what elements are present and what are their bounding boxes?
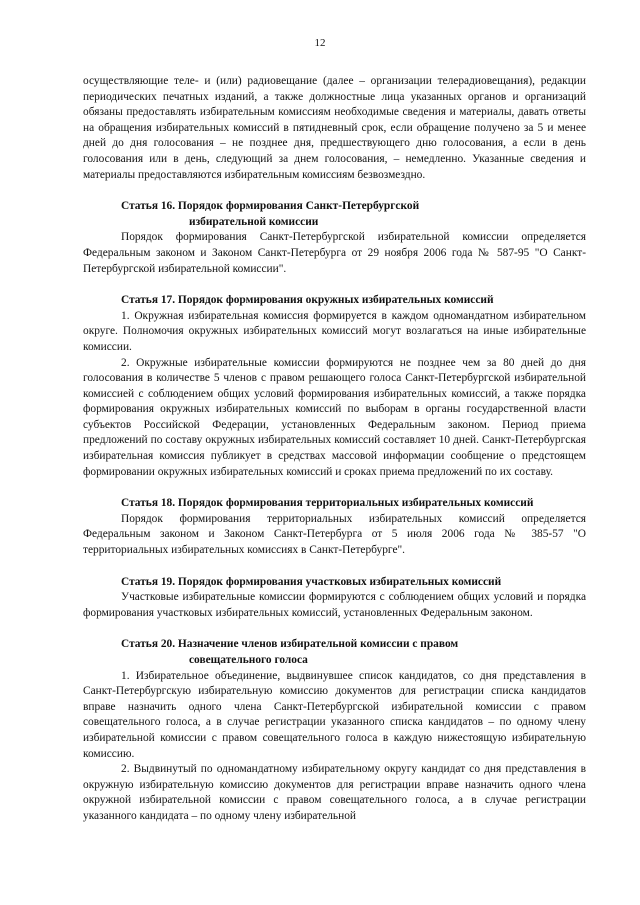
article-16-heading: [83, 199, 586, 230]
article-17-heading: Статья 17. Порядок формирования окружных избирательных комиссий: [121, 294, 494, 307]
article-19-heading: Статья 19. Порядок формирования участковых избирательных комиссий: [121, 575, 502, 588]
article-17-paragraph-1: 1. Окружная избирательная комиссия формируется в каждом одномандатном избирательном округе. Полномочия окружных избирательных комиссий могут возлагаться на иные избирательные комиссии.: [83, 309, 586, 353]
article-20-paragraph-1: 1. Избирательное объединение, выдвинувшее список кандидатов, со дня представления в Санкт-Петербургскую избирательную комиссию документов для регистрации списка кандидатов вправе назначить одного члена Санкт-Петербургской избирательной комиссии с правом совещательного голоса, а в случае регистрации указанного списка кандидатов – по одному члену избирательной комиссии с правом совещательного голоса в каждую нижестоящую избирательную комиссию.: [83, 669, 586, 760]
article-20-paragraph-2: 2. Выдвинутый по одномандатному избирательному округу кандидат со дня представления в окружную избирательную комиссию документов для регистрации вправе назначить одного члена окружной избирательной комиссии с правом совещательного голоса, а в случае регистрации указанного кандидата – по одному члену избирательной: [83, 763, 586, 822]
article-16-paragraph-1: Порядок формирования Санкт-Петербургской избирательной комиссии определяется Федеральным законом и Законом Санкт-Петербурга от 29 ноября 2006 года № 587-95 "О Санкт-Петербургской избирательной комиссии".: [83, 231, 586, 275]
page-number: 12: [314, 37, 326, 49]
article-20-heading: [83, 637, 586, 668]
article-19-paragraph-1: Участковые избирательные комиссии формируются с соблюдением общих условий и порядка формирования участковых избирательных комиссий, установленных Федеральным законом.: [83, 591, 586, 619]
article-20-heading-line2: совещательного голоса: [189, 654, 308, 666]
intro-paragraph: осуществляющие теле- и (или) радиовещание (далее – организации телерадиовещания), редакции периодических печатных изданий, а также должностные лица указанных органов и организаций обязаны предоставлять избирательным комиссиям необходимые сведения и материалы, давать ответы на обращения избирательных комиссий в пятидневный срок, если обращение получено за 5 и менее дней до дня голосования – не позднее дня, предшествующего дню голосования, а если в день голосования или в день, следующий за днем голосования, – немедленно. Указанные сведения и материалы предоставляются избирательным комиссиям безвозмездно.: [83, 75, 586, 181]
document-body: [83, 74, 586, 825]
article-20-heading-line1: Статья 20. Назначение членов избирательной комиссии с правом: [121, 638, 459, 651]
article-16-heading-line2: избирательной комиссии: [189, 215, 319, 228]
article-18-paragraph-1: Порядок формирования территориальных избирательных комиссий определяется Федеральным законом и Законом Санкт-Петербурга от 5 июля 2006 года № 385-57 "О территориальных избирательных комиссиях в Санкт-Петербурге".: [83, 512, 586, 557]
article-18-heading: Статья 18. Порядок формирования территориальных избирательных комиссий: [121, 497, 534, 510]
article-17-paragraph-2: 2. Окружные избирательные комиссии формируются не позднее чем за 80 дней до дня голосования в количестве 5 членов с правом решающего голоса Санкт-Петербургской избирательной комиссией с соблюдением общих условий формирования избирательных комиссий, а также порядка формирования окружных избирательных комиссий по выборам в органы государственной власти субъектов Российской Федерации, установленных Федеральным законом. Период приема предложений по составу окружных избирательных комиссий составляет 10 дней. Санкт-Петербургская избирательная комиссия публикует в средствах массовой информации сообщение о предстоящем формировании окружных избирательных комиссий и сроках приема предложений по их составу.: [83, 356, 586, 478]
article-16-heading-line1: Статья 16. Порядок формирования Санкт-Петербургской: [121, 200, 420, 213]
